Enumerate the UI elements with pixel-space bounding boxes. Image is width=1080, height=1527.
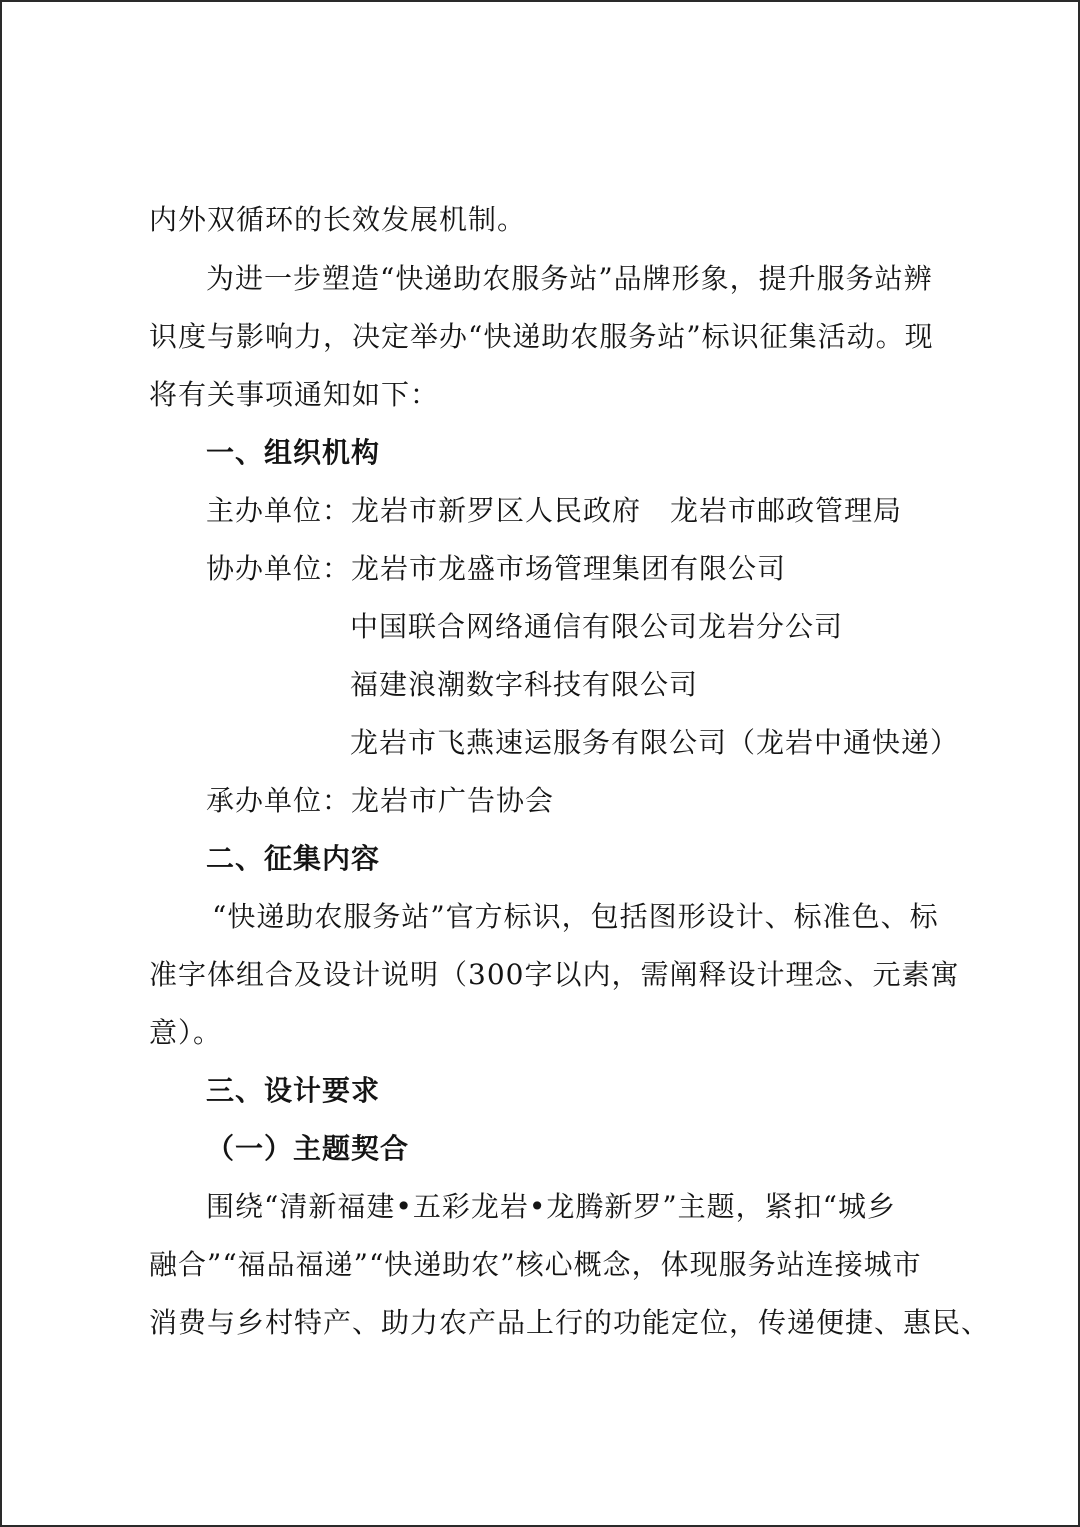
section-heading: 三、设计要求 xyxy=(206,1074,381,1107)
paragraph-line: 围绕“清新福建•五彩龙岩•龙腾新罗”主题，紧扣“城乡 xyxy=(206,1190,896,1223)
paragraph-line: 为进一步塑造“快递助农服务站”品牌形象，提升服务站辨 xyxy=(206,262,933,295)
paragraph-line: “快递助农服务站”官方标识，包括图形设计、标准色、标 xyxy=(212,900,939,933)
paragraph-line: 融合”“福品福递”“快递助农”核心概念，体现服务站连接城市 xyxy=(149,1248,922,1281)
paragraph-line: 准字体组合及设计说明（300字以内，需阐释设计理念、元素寓 xyxy=(149,958,960,991)
co-organizer-line: 协办单位：龙岩市龙盛市场管理集团有限公司 xyxy=(206,552,787,585)
co-organizer-line: 龙岩市飞燕速运服务有限公司（龙岩中通快递） xyxy=(350,726,960,759)
paragraph-line: 识度与影响力，决定举办“快递助农服务站”标识征集活动。现 xyxy=(149,320,934,353)
section-heading: 二、征集内容 xyxy=(206,842,381,875)
section-heading: 一、组织机构 xyxy=(206,436,381,469)
organizer-line: 主办单位：龙岩市新罗区人民政府 龙岩市邮政管理局 xyxy=(206,494,903,527)
undertaker-line: 承办单位：龙岩市广告协会 xyxy=(206,784,555,817)
subsection-heading: （一）主题契合 xyxy=(206,1132,410,1165)
paragraph-line: 意）。 xyxy=(149,1016,223,1049)
co-organizer-line: 福建浪潮数字科技有限公司 xyxy=(350,668,699,701)
paragraph-line: 消费与乡村特产、助力农产品上行的功能定位，传递便捷、惠民、 xyxy=(149,1306,991,1339)
paragraph-line: 将有关事项通知如下： xyxy=(149,378,440,411)
co-organizer-line: 中国联合网络通信有限公司龙岩分公司 xyxy=(350,610,844,643)
paragraph-line: 内外双循环的长效发展机制。 xyxy=(149,203,527,236)
